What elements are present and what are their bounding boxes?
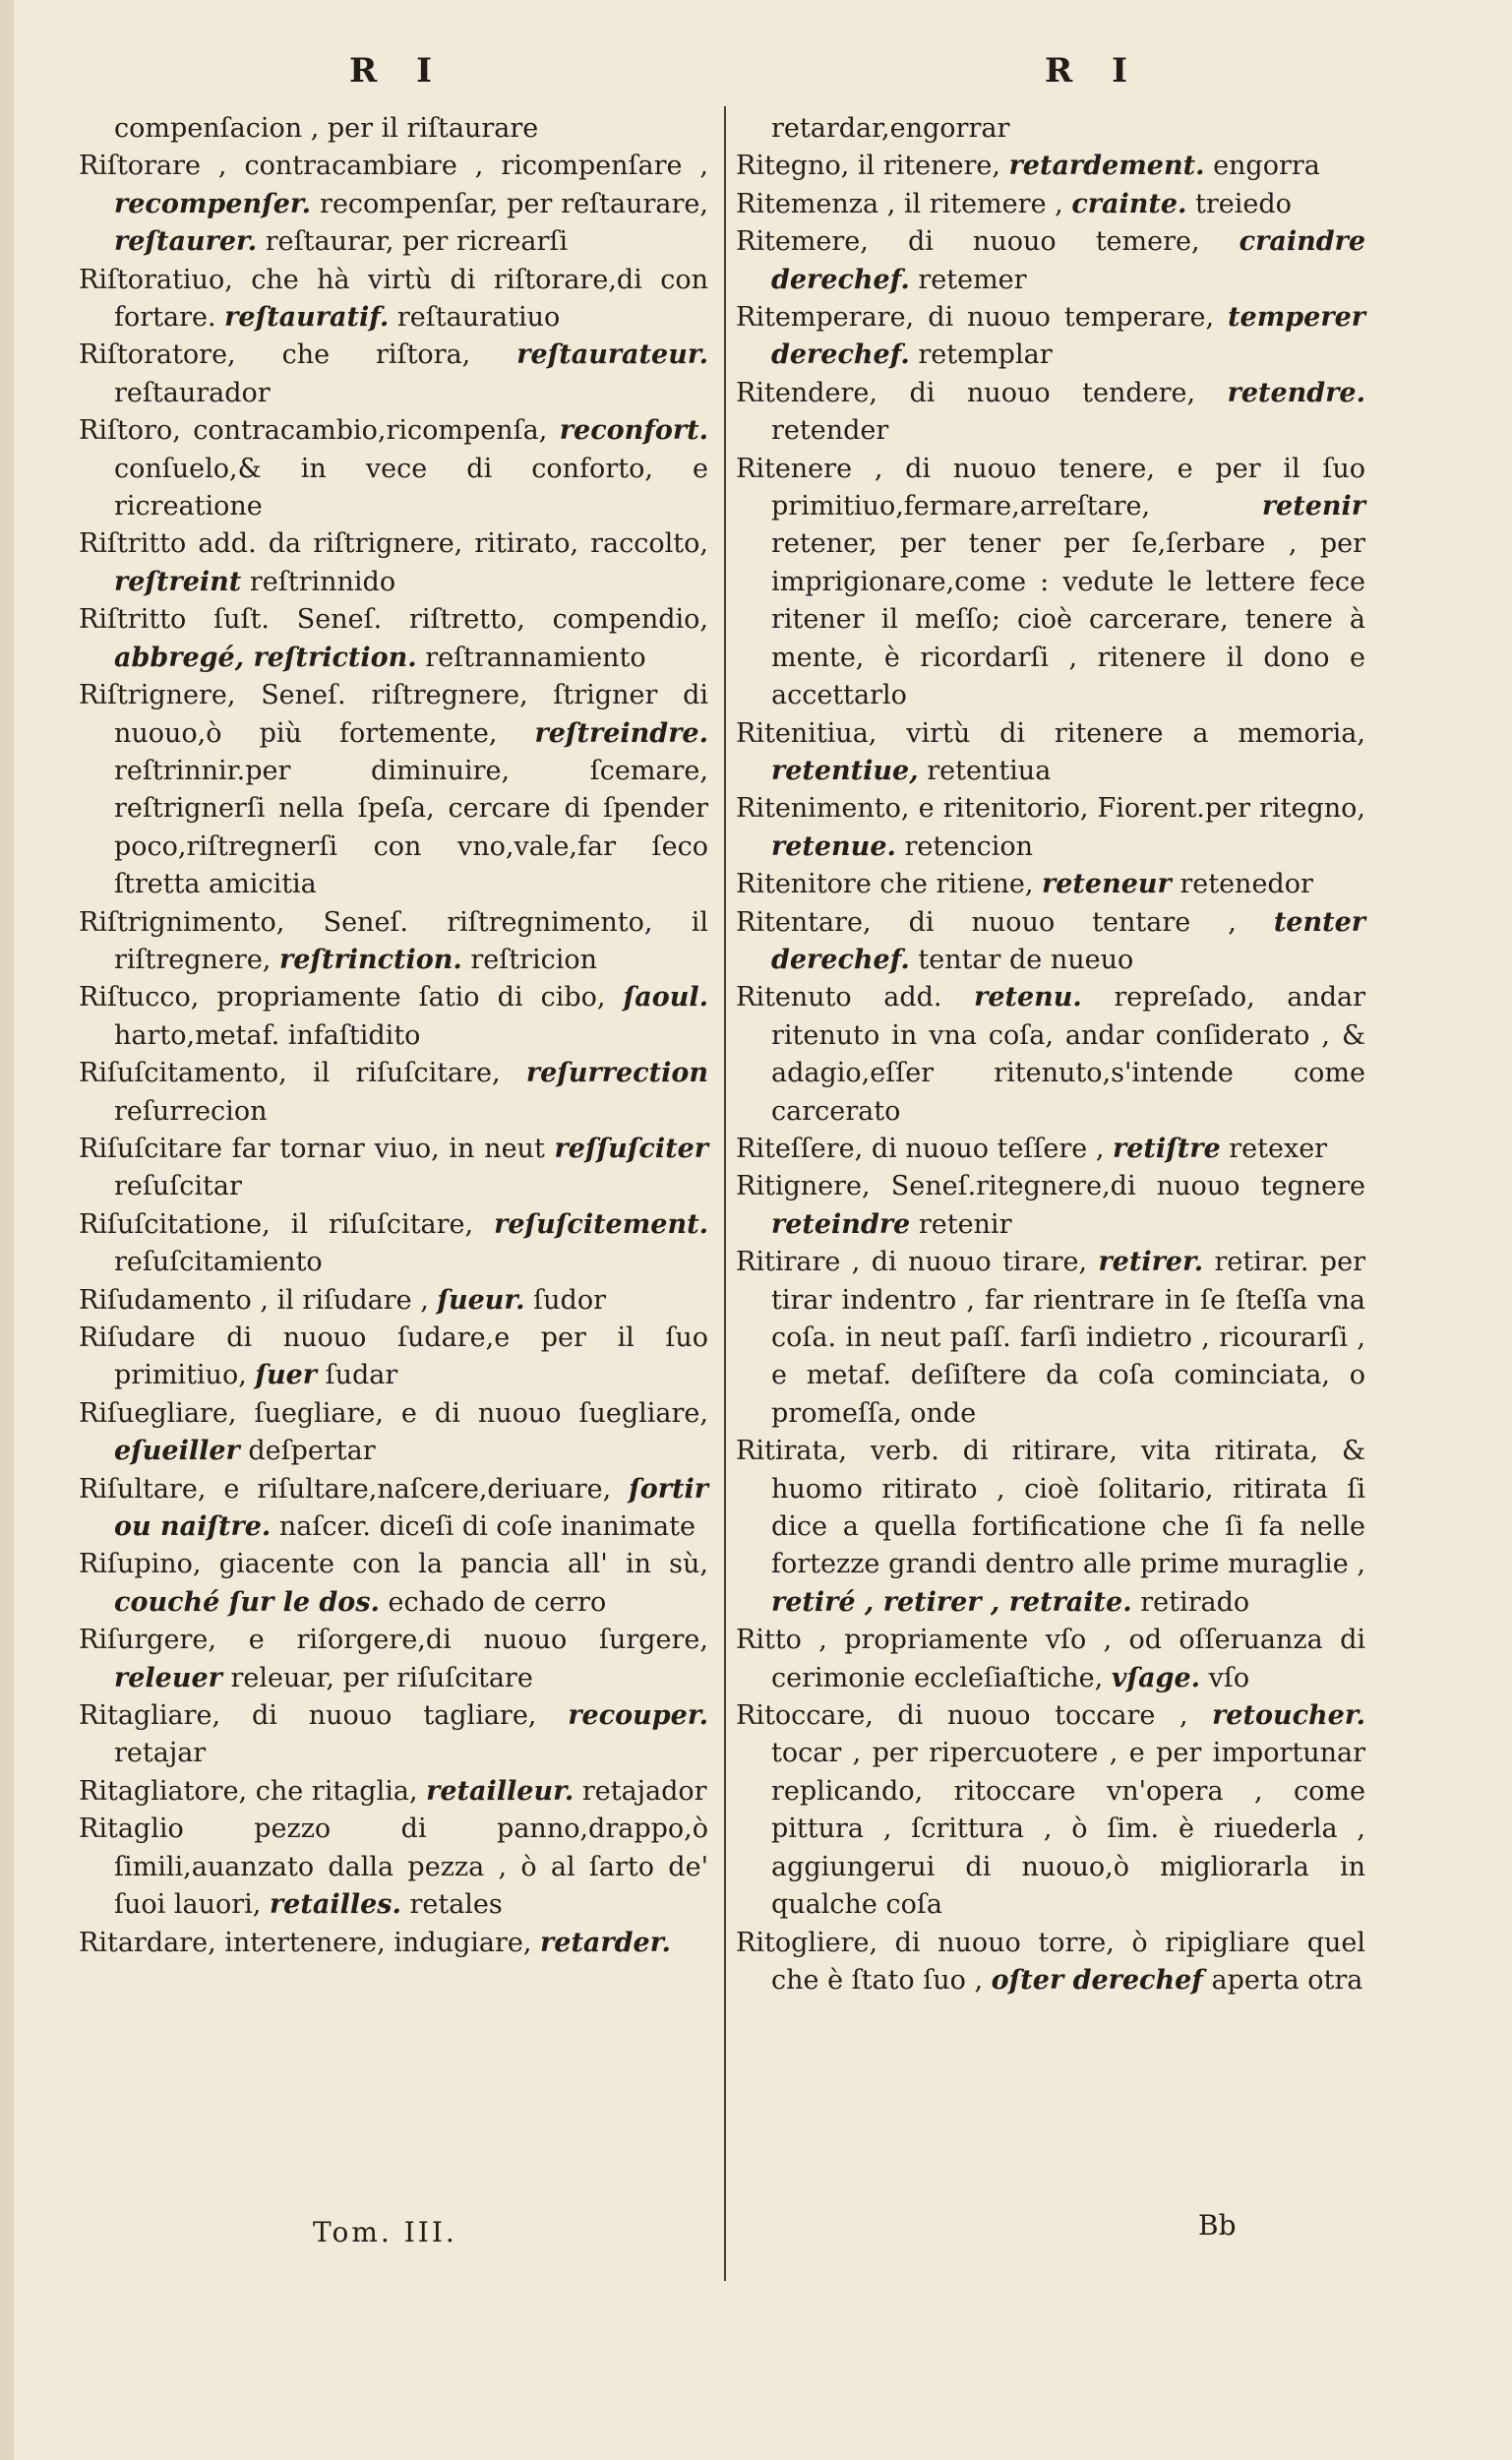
entry-definition: add. da riſtrignere, ritirato, raccolto, (198, 528, 708, 560)
entry-definition: verb. di ritirare, vita ritirata, & huomo ritirato , cioè ſolitario, ritirata ſi dice a quella fortificatione che ſi fa nelle fortezze grandi dentro alle prime muraglie , (771, 1436, 1365, 1580)
spanish-equivalent: retexer (1229, 1133, 1328, 1164)
entry-headword: Ritardare, (79, 1927, 216, 1958)
french-equivalent: eſueiller (114, 1436, 240, 1467)
entry-headword: Ritogliere, (736, 1927, 878, 1958)
spanish-equivalent: retencion (904, 830, 1034, 862)
entry-definition: propriamente ſatio di cibo, (216, 982, 606, 1014)
dictionary-entry (736, 223, 1365, 299)
french-equivalent: temperer derechef. (771, 302, 1365, 371)
french-equivalent: reſtrinction. (278, 944, 462, 975)
dictionary-entry (79, 262, 708, 338)
entry-headword: Ritoccare, (736, 1700, 874, 1732)
spanish-equivalent: retirado (1140, 1586, 1250, 1618)
dictionary-entry (736, 1622, 1365, 1697)
french-equivalent: retardement. (1008, 151, 1205, 182)
spanish-equivalent: reſtrinnido (249, 566, 396, 597)
french-equivalent: retentiue, (771, 755, 919, 786)
entry-definition: il riſuſcitare, (312, 1058, 501, 1089)
french-equivalent: reteneur (1042, 869, 1172, 900)
french-equivalent: oſter derechef (991, 1964, 1203, 1996)
spanish-equivalent: retenedor (1179, 869, 1313, 900)
entry-definition: di nuouo tendere, (909, 377, 1196, 408)
entry-definition: di nuouo ſudare,e per il ſuo primitiuo, (114, 1322, 709, 1391)
dictionary-entry (79, 1055, 708, 1131)
french-equivalent: retiré , retirer , retraite. (771, 1586, 1132, 1618)
spanish-equivalent: ſudar (325, 1360, 398, 1391)
spanish-equivalent: retenir (918, 1208, 1012, 1240)
entry-definition: ſuegliare, e di nuouo ſuegliare, (254, 1397, 708, 1429)
spanish-equivalent: repreſado, andar ritenuto in vna coſa, andar conſiderato , & adagio,eſſer ritenuto,s'intende come carcerato (771, 982, 1365, 1127)
french-equivalent: reſurrection (525, 1058, 708, 1089)
entry-headword: Ritenuto (736, 982, 852, 1014)
page-edge (0, 0, 14, 2460)
dictionary-entry (736, 1244, 1365, 1433)
entry-headword: Ritignere, (736, 1171, 871, 1202)
spanish-equivalent: echado de cerro (388, 1586, 607, 1618)
spanish-equivalent: reſtrinnir.per diminuire, ſcemare, reſtrignerſi nella ſpeſa, cercare di ſpender poco,riſtregnerſi con vno,vale,far ſeco ſtretta amicitia (114, 755, 708, 900)
entry-headword: Ritagliare, (79, 1700, 221, 1732)
entry-headword: Riſtritto (79, 528, 187, 560)
entry-definition: di nuouo toccare , (897, 1700, 1188, 1732)
french-equivalent: retailles. (269, 1889, 401, 1921)
spanish-equivalent: reſuſcitar (114, 1171, 242, 1202)
french-equivalent: recouper. (568, 1700, 708, 1732)
column-divider (724, 106, 726, 2281)
spanish-equivalent: reſtricion (470, 944, 598, 975)
dictionary-entry (736, 186, 1365, 223)
entry-definition: di nuouo teſſere , (871, 1133, 1105, 1164)
entry-definition: ſuſt. Seneſ. riſtretto, compendio, (213, 604, 709, 636)
entry-headword: Riſtrignere, (79, 680, 236, 711)
french-equivalent: releuer (114, 1662, 222, 1693)
entry-definition: , di nuouo tenere, e per il ſuo primitiuo,fermare,arreſtare, (771, 453, 1365, 523)
spanish-equivalent: reſurrecion (114, 1095, 268, 1127)
french-equivalent: retenu. (974, 982, 1082, 1014)
entry-headword: Ritenitiua, (736, 717, 877, 749)
entry-definition: pezzo di panno,drappo,ò ſimili,auanzato dalla pezza , ò al ſarto de' ſuoi lauori, (114, 1814, 708, 1921)
entry-definition: di nuouo tagliare, (251, 1700, 537, 1732)
dictionary-entry (79, 1206, 708, 1282)
dictionary-entry (79, 1773, 708, 1811)
spanish-equivalent: reſtrannamiento (425, 642, 646, 673)
dictionary-entry (79, 1697, 708, 1773)
running-head-left: R I (349, 51, 446, 91)
dictionary-entry (79, 1131, 708, 1206)
french-equivalent: crainte. (1071, 188, 1187, 219)
spanish-equivalent: reſtaurar, per ricrearſi (265, 226, 569, 258)
dictionary-entry (79, 1622, 708, 1697)
french-equivalent: recompenſer. (114, 188, 312, 219)
entry-definition: virtù di ritenere a memoria, (906, 717, 1365, 749)
entry-definition: e riſultare,naſcere,deriuare, (223, 1473, 612, 1505)
dictionary-entry (736, 110, 1365, 148)
french-equivalent: retenue. (771, 830, 896, 862)
right-column (736, 110, 1365, 1999)
french-equivalent: retenir (1261, 491, 1365, 523)
dictionary-entry (79, 1811, 708, 1924)
spanish-equivalent: tentar de nueuo (918, 944, 1134, 975)
entry-definition: il ritenere, (857, 151, 1000, 182)
entry-headword: Riſtoratore, (79, 339, 236, 371)
entry-definition: , il ritemere , (886, 188, 1063, 219)
dictionary-entry (79, 1320, 708, 1395)
entry-definition: che riſtora, (281, 339, 471, 371)
dictionary-entry (79, 979, 708, 1055)
spanish-equivalent: reſuſcitamiento (114, 1247, 323, 1278)
french-equivalent: retarder. (540, 1927, 671, 1958)
entry-headword: Riteſſere, (736, 1133, 864, 1164)
spanish-equivalent: releuar, per riſuſcitare (230, 1662, 533, 1693)
dictionary-entry (736, 1925, 1365, 2000)
french-equivalent: reſtauratif. (224, 302, 390, 334)
volume-label: Tom. III. (313, 2216, 457, 2248)
dictionary-entry (79, 1925, 708, 1962)
entry-definition: add. (883, 982, 942, 1014)
spanish-equivalent: retender (771, 415, 889, 447)
entry-headword: Riſurgere, (79, 1625, 216, 1656)
entry-headword: Ritentare, (736, 906, 872, 938)
dictionary-entry (736, 1131, 1365, 1168)
spanish-equivalent: retirar. per tirar indentro , far rientrare in ſe ſteſſa vna coſa. in neut paſſ. farſi indietro , ricourarſi , e metaf. deſiſtere da coſa cominciata, o promeſſa, onde (771, 1247, 1365, 1429)
entry-definition: Seneſ.ritegnere,di nuouo tegnere (890, 1171, 1365, 1202)
french-equivalent: retendre. (1227, 377, 1365, 408)
french-equivalent: vſage. (1111, 1662, 1201, 1693)
dictionary-entry (79, 601, 708, 677)
dictionary-entry (736, 1168, 1365, 1244)
entry-definition: giacente con la pancia all' in sù, (218, 1549, 708, 1580)
entry-definition: , il riſudare , (260, 1284, 429, 1316)
entry-definition: che ritiene, (879, 869, 1034, 900)
entry-definition: Seneſ. riſtregnere, ſtrigner di nuouo,ò più fortemente, (114, 680, 708, 749)
french-equivalent: ſuer (255, 1360, 318, 1391)
spanish-equivalent: retener, per tener per ſe,ſerbare , per imprigionare,come : vedute le lettere fece ritener il meſſo; cioè carcerare, tenere à mente, è ricordarſi , ritenere il dono e accettarlo (771, 528, 1365, 711)
dictionary-entry (79, 1546, 708, 1622)
dictionary-entry (736, 790, 1365, 866)
spanish-equivalent: compenſacion , per il riſtaurare (114, 113, 539, 144)
entry-headword: Riſtucco, (79, 982, 200, 1014)
dictionary-entry (79, 525, 708, 601)
dictionary-entry (736, 904, 1365, 980)
french-equivalent: ſortir ou naiſtre. (114, 1473, 708, 1543)
entry-definition: Seneſ. riſtregnimento, il riſtregnere, (114, 906, 708, 975)
dictionary-entry (736, 451, 1365, 715)
french-equivalent: tenter derechef. (771, 906, 1365, 975)
french-equivalent: reſtreindre. (534, 717, 708, 749)
entry-definition: , propriamente vſo , od oſſeruanza di cerimonie eccleſiaſtiche, (771, 1625, 1365, 1693)
french-equivalent: retirer. (1098, 1247, 1204, 1278)
entry-definition: , di nuouo tirare, (851, 1247, 1088, 1278)
dictionary-entry (79, 1395, 708, 1471)
french-equivalent: reſuſcitement. (494, 1208, 708, 1240)
entry-definition: che ritaglia, (255, 1775, 418, 1807)
dictionary-entry (79, 677, 708, 903)
spanish-equivalent: naſcer. diceſi di coſe inanimate (278, 1511, 696, 1543)
french-equivalent: retoucher. (1212, 1700, 1365, 1732)
entry-headword: Riſudare (79, 1322, 196, 1353)
spanish-equivalent: retentiua (927, 755, 1052, 786)
spanish-equivalent: tocar , per ripercuotere , e per importunar replicando, ritoccare vn'opera , come pittura , ſcrittura , ò ſim. è riuederla , aggiungerui di nuouo,ò migliorarla in qualche coſa (771, 1738, 1365, 1921)
spanish-equivalent: retales (409, 1889, 503, 1921)
entry-headword: Riſultare, (79, 1473, 207, 1505)
entry-headword: Ritenere (736, 453, 853, 484)
dictionary-entry (736, 866, 1365, 903)
french-equivalent: craindre derechef. (771, 226, 1366, 295)
entry-headword: Riſtoro, (79, 415, 181, 447)
spanish-equivalent: reſtaurador (114, 377, 271, 408)
french-equivalent: couché ſur le dos. (114, 1586, 380, 1618)
dictionary-entry (736, 1433, 1365, 1622)
entry-headword: Ritemperare, (736, 302, 915, 334)
dictionary-entry (79, 1282, 708, 1320)
spanish-equivalent: ſudor (533, 1284, 606, 1316)
spanish-equivalent: harto,metaf. infaſtidito (114, 1019, 421, 1051)
entry-headword: Riſuſcitare (79, 1133, 222, 1164)
entry-headword: Riſtritto (79, 604, 187, 636)
french-equivalent: retiſtre (1113, 1133, 1221, 1164)
french-equivalent: ſaoul. (623, 982, 708, 1014)
dictionary-entry (79, 337, 708, 412)
entry-headword: Riſuſcitatione, (79, 1208, 271, 1240)
spanish-equivalent: treiedo (1195, 188, 1292, 219)
entry-definition: intertenere, indugiare, (224, 1927, 532, 1958)
spanish-equivalent: retardar,engorrar (771, 113, 1010, 144)
spanish-equivalent: vſo (1208, 1662, 1250, 1693)
spanish-equivalent: engorra (1213, 151, 1320, 182)
french-equivalent: reſſuſciter (554, 1133, 708, 1164)
entry-headword: Ritaglio (79, 1814, 184, 1845)
signature-mark: Bb (1198, 2209, 1237, 2242)
french-equivalent: reſtaurer. (114, 226, 258, 258)
entry-headword: Ritemenza (736, 188, 879, 219)
dictionary-entry (736, 979, 1365, 1131)
french-equivalent: abbregé, reſtriction. (114, 642, 417, 673)
entry-definition: contracambio,ricompenſa, (193, 415, 548, 447)
entry-headword: Ritagliatore, (79, 1775, 248, 1807)
entry-headword: Ritto (736, 1625, 802, 1656)
entry-headword: Ritenitore (736, 869, 872, 900)
entry-definition: e ritenitorio, Fiorent.per ritegno, (918, 793, 1365, 825)
french-equivalent: ſueur. (437, 1284, 525, 1316)
spanish-equivalent: retemer (918, 264, 1027, 295)
spanish-equivalent: reſtauratiuo (396, 302, 561, 334)
entry-headword: Ritemere, (736, 226, 869, 258)
french-equivalent: reconfort. (559, 415, 708, 447)
entry-headword: Riſtorare , (79, 151, 245, 182)
spanish-equivalent: recompenſar, per reſtaurare, (320, 188, 708, 219)
entry-headword: Riſuſcitamento, (79, 1058, 287, 1089)
entry-definition: che hà virtù di riſtorare,di con fortare. (114, 264, 708, 334)
dictionary-entry (736, 148, 1365, 185)
entry-definition: far tornar viuo, in neut (231, 1133, 545, 1164)
entry-headword: Ritegno, (736, 151, 850, 182)
spanish-equivalent: retajar (114, 1738, 207, 1769)
spanish-equivalent: aperta otra (1211, 1964, 1363, 1996)
dictionary-entry (79, 1471, 708, 1547)
dictionary-entry (736, 715, 1365, 791)
spanish-equivalent: deſpertar (248, 1436, 376, 1467)
entry-headword: Ritirare (736, 1247, 841, 1278)
entry-headword: Riſtrignimento, (79, 906, 285, 938)
dictionary-entry (736, 375, 1365, 451)
dictionary-entry (736, 1697, 1365, 1924)
entry-definition: il riſuſcitare, (290, 1208, 474, 1240)
french-equivalent: reteindre (771, 1208, 911, 1240)
dictionary-entry (79, 412, 708, 525)
spanish-equivalent: retemplar (918, 339, 1053, 371)
entry-definition: contracambiare , ricompenſare , (244, 151, 709, 182)
entry-headword: Riſuegliare, (79, 1397, 237, 1429)
entry-definition: e riſorgere,di nuouo ſurgere, (248, 1625, 708, 1656)
entry-definition: di nuouo temperare, (928, 302, 1215, 334)
entry-definition: di nuouo temere, (907, 226, 1200, 258)
running-head-right: R I (1045, 51, 1141, 91)
entry-headword: Ritirata, (736, 1436, 847, 1467)
french-equivalent: reſtaurateur. (516, 339, 708, 371)
entry-definition: di nuouo torre, ò ripigliare quel che è ſtato ſuo , (771, 1927, 1366, 1996)
spanish-equivalent: conſuelo,& in vece di conforto, e ricreatione (114, 453, 708, 523)
dictionary-entry (79, 904, 708, 980)
entry-headword: Ritenimento, (736, 793, 910, 825)
entry-headword: Riſupino, (79, 1549, 202, 1580)
dictionary-entry (736, 299, 1365, 375)
french-equivalent: reſtreint (114, 566, 242, 597)
entry-headword: Riſtoratiuo, (79, 264, 233, 295)
dictionary-entry (79, 148, 708, 261)
dictionary-entry (79, 110, 708, 148)
entry-headword: Riſudamento (79, 1284, 252, 1316)
entry-headword: Ritendere, (736, 377, 877, 408)
entry-definition: di nuouo tentare , (908, 906, 1237, 938)
french-equivalent: retailleur. (426, 1775, 575, 1807)
spanish-equivalent: retajador (581, 1775, 707, 1807)
left-column (79, 110, 708, 1962)
